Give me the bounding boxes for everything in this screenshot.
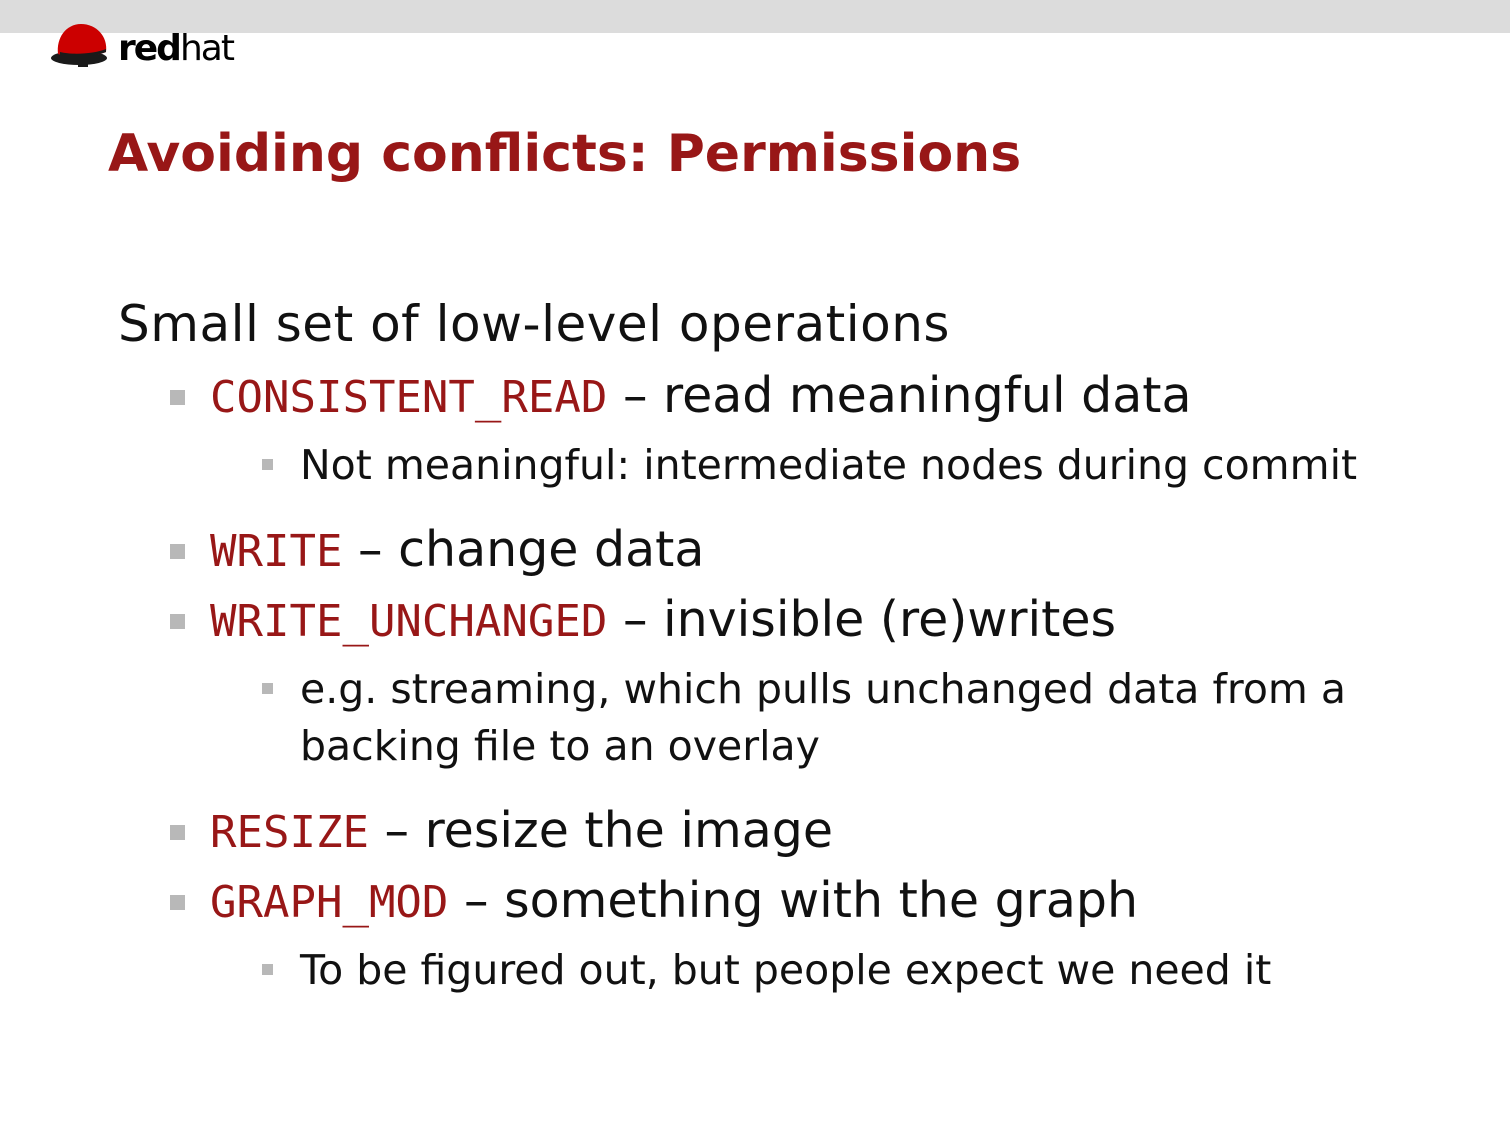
list-item-resize [170, 801, 833, 863]
bullet-icon [170, 614, 185, 629]
bullet-icon [170, 895, 185, 910]
bullet-icon [262, 459, 273, 470]
permission-code: WRITE [210, 526, 343, 577]
bullet-icon [262, 683, 273, 694]
sub-item-write-unchanged [262, 661, 1346, 717]
sub-item-text: Not meaningful: intermediate nodes during commit [300, 441, 1358, 489]
list-item-write [170, 520, 704, 582]
permission-description: change data [398, 521, 705, 578]
permission-description: resize the image [424, 802, 834, 859]
dash: – [622, 591, 648, 648]
sub-item-graph-mod [262, 942, 1271, 998]
dash: – [358, 521, 383, 578]
bullet-icon [170, 825, 185, 840]
sub-item-write-unchanged-continued [262, 718, 820, 774]
dash: – [622, 367, 648, 424]
logo-word-hat: hat [179, 28, 233, 69]
sub-item-text: backing file to an overlay [300, 722, 820, 770]
dash: – [464, 872, 489, 929]
permission-code: CONSISTENT_READ [210, 372, 608, 423]
logo-word-red: red [118, 28, 180, 69]
permission-description: invisible (re)writes [663, 591, 1117, 648]
slide-title: Avoiding conflicts: Permissions [108, 124, 1022, 184]
list-item-consistent-read [170, 366, 1192, 428]
permission-code: RESIZE [210, 807, 369, 858]
permission-description: something with the graph [504, 872, 1139, 929]
permission-code: WRITE_UNCHANGED [210, 596, 608, 647]
permission-code: GRAPH_MOD [210, 877, 449, 928]
dash: – [384, 802, 410, 859]
sub-item-consistent-read [262, 437, 1357, 493]
bullet-icon [262, 964, 273, 975]
bullet-icon [170, 390, 185, 405]
bullet-icon [170, 544, 185, 559]
list-item-write-unchanged [170, 590, 1116, 652]
intro-text: Small set of low-level operations [118, 295, 950, 353]
sub-item-text: e.g. streaming, which pulls unchanged data from a [300, 665, 1347, 713]
sub-item-text: To be figured out, but people expect we need it [300, 946, 1272, 994]
permission-description: read meaningful data [663, 367, 1192, 424]
list-item-graph-mod [170, 871, 1138, 933]
